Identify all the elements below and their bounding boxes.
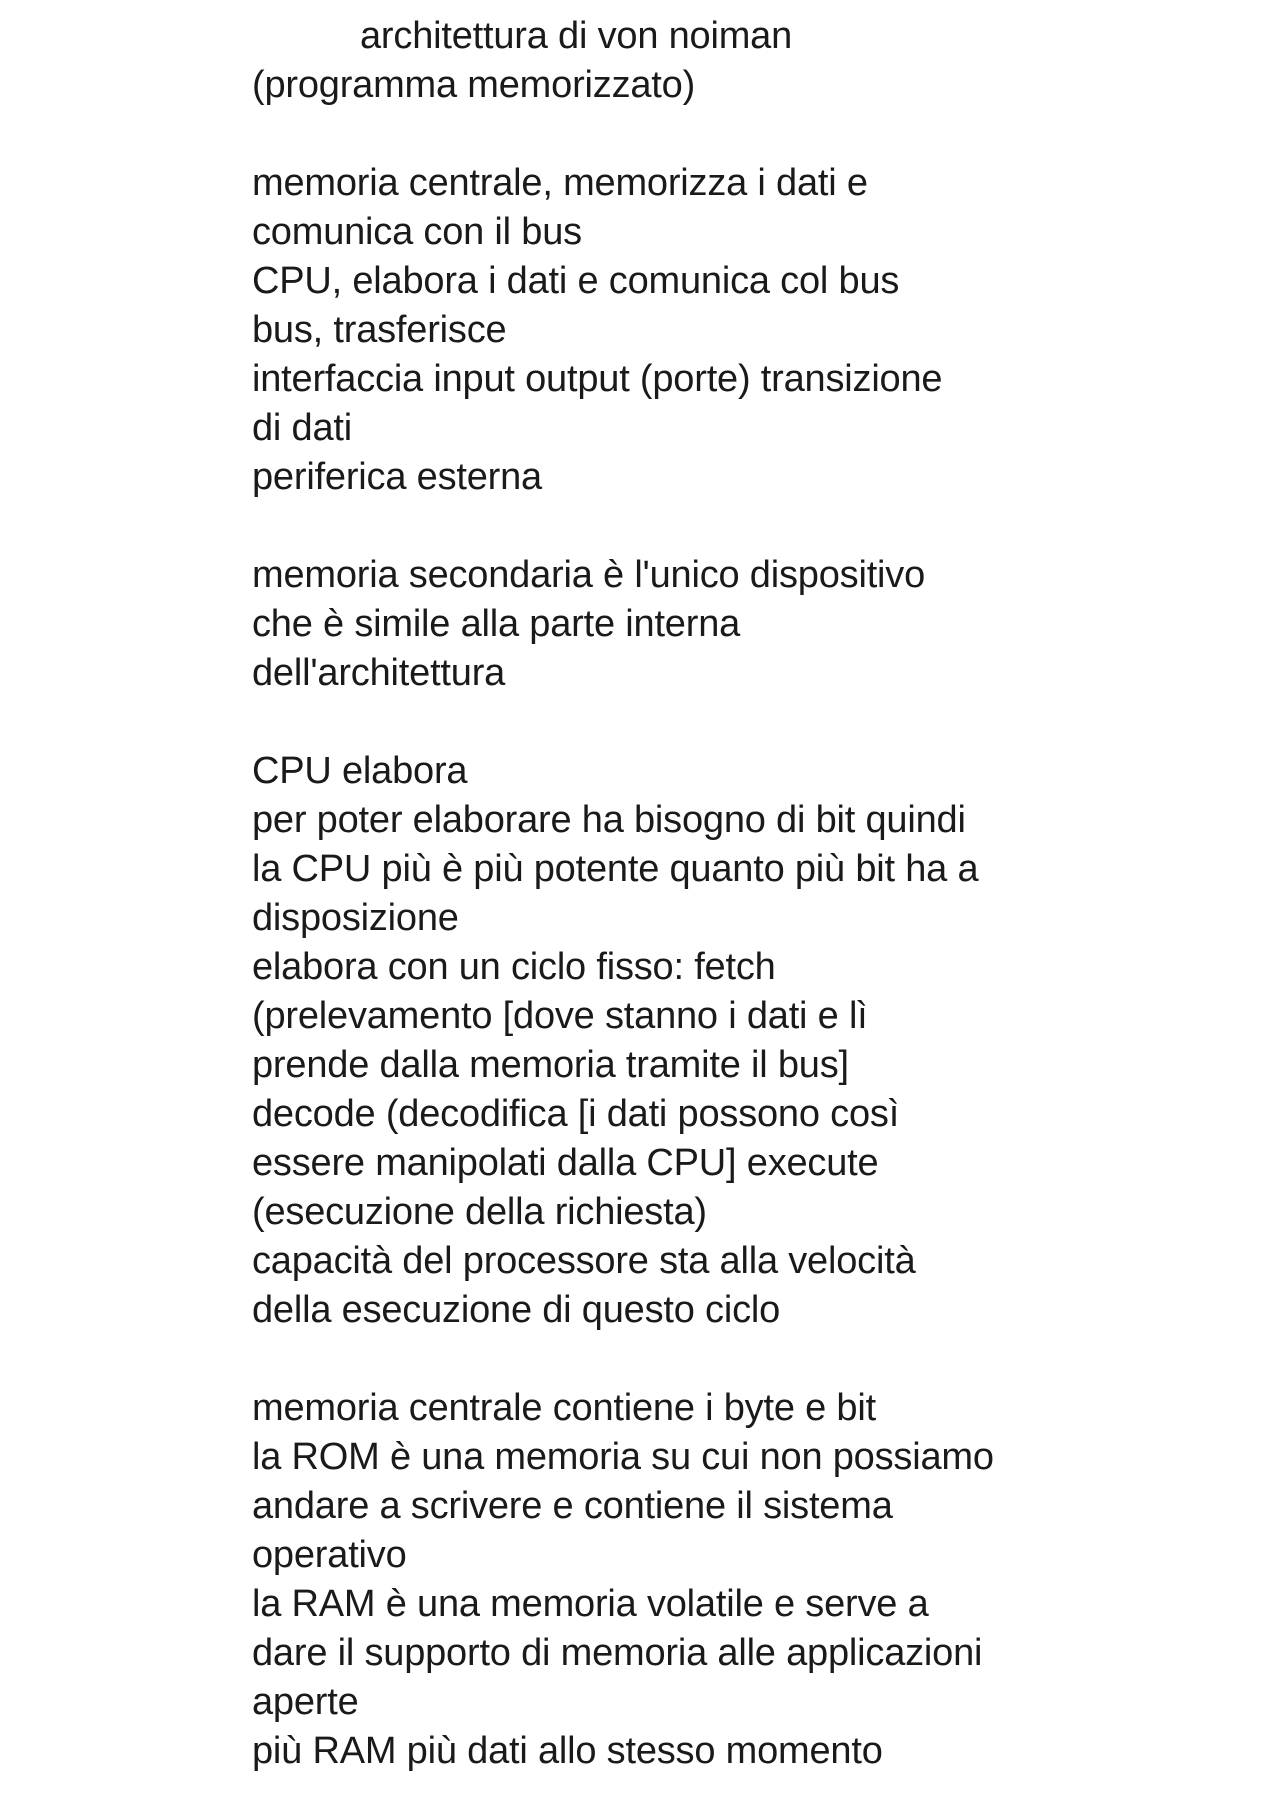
section-central-memory bbox=[252, 1384, 1052, 1776]
text-line: CPU, elabora i dati e comunica col bus bbox=[252, 260, 900, 302]
text-line: periferica esterna bbox=[252, 456, 542, 498]
text-line: CPU elabora bbox=[252, 750, 468, 792]
text-line: la RAM è una memoria volatile e serve a bbox=[252, 1583, 929, 1625]
section-architecture-components bbox=[252, 159, 1052, 502]
text-line: aperte bbox=[252, 1681, 359, 1723]
note-subtitle: (programma memorizzato) bbox=[252, 64, 696, 106]
text-line: la ROM è una memoria su cui non possiamo bbox=[252, 1436, 994, 1478]
section-secondary-memory bbox=[252, 551, 1052, 698]
text-line: comunica con il bus bbox=[252, 211, 582, 253]
text-line: essere manipolati dalla CPU] execute bbox=[252, 1142, 879, 1184]
text-line: memoria secondaria è l'unico dispositivo bbox=[252, 554, 926, 596]
text-line: decode (decodifica [i dati possono così bbox=[252, 1093, 900, 1135]
text-line: memoria centrale contiene i byte e bit bbox=[252, 1387, 876, 1429]
text-line: interfaccia input output (porte) transizione bbox=[252, 358, 943, 400]
text-line: (prelevamento [dove stanno i dati e lì bbox=[252, 995, 868, 1037]
note-body bbox=[252, 12, 1052, 1776]
text-line: dare il supporto di memoria alle applicazioni bbox=[252, 1632, 983, 1674]
text-line: (esecuzione della richiesta) bbox=[252, 1191, 707, 1233]
text-line: più RAM più dati allo stesso momento bbox=[252, 1730, 883, 1772]
text-line: elabora con un ciclo fisso: fetch bbox=[252, 946, 776, 988]
text-line: che è simile alla parte interna bbox=[252, 603, 741, 645]
paragraph-spacer bbox=[252, 110, 1052, 159]
text-line: prende dalla memoria tramite il bus] bbox=[252, 1044, 849, 1086]
text-line: la CPU più è più potente quanto più bit ha a bbox=[252, 848, 979, 890]
paragraph-spacer bbox=[252, 1335, 1052, 1384]
text-line: dell'architettura bbox=[252, 652, 506, 694]
text-line: andare a scrivere e contiene il sistema bbox=[252, 1485, 893, 1527]
section-cpu bbox=[252, 747, 1052, 1335]
note-title: architettura di von noiman bbox=[360, 15, 793, 57]
paragraph-spacer bbox=[252, 502, 1052, 551]
text-line: di dati bbox=[252, 407, 353, 449]
text-line: memoria centrale, memorizza i dati e bbox=[252, 162, 868, 204]
paragraph-spacer bbox=[252, 698, 1052, 747]
text-line: capacità del processore sta alla velocità bbox=[252, 1240, 916, 1282]
text-line: bus, trasferisce bbox=[252, 309, 507, 351]
text-line: operativo bbox=[252, 1534, 407, 1576]
text-line: della esecuzione di questo ciclo bbox=[252, 1289, 781, 1331]
text-line: per poter elaborare ha bisogno di bit quindi bbox=[252, 799, 966, 841]
text-line: disposizione bbox=[252, 897, 459, 939]
